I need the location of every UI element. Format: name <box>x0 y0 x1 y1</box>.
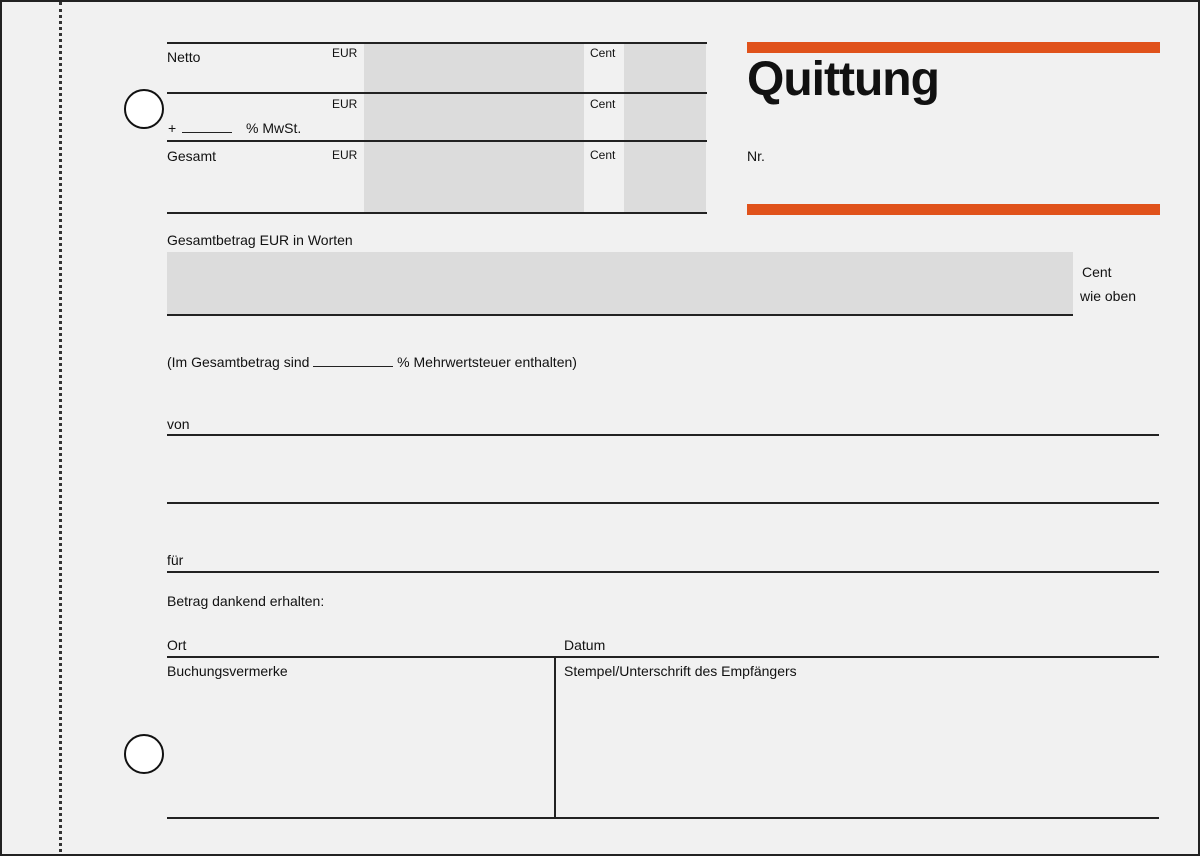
mwst-row-line <box>167 140 707 142</box>
wie-oben-label: wie oben <box>1080 288 1137 304</box>
vat-note-after: % Mehrwertsteuer enthalten) <box>397 354 577 370</box>
accent-bar-bottom <box>747 204 1160 215</box>
vat-rate-blank[interactable] <box>313 354 393 367</box>
netto-cent-label: Cent <box>590 46 616 60</box>
total-in-words-field[interactable] <box>167 252 1073 314</box>
amount-table-top-line <box>167 42 707 44</box>
mwst-plus-sign: + <box>168 120 177 136</box>
mwst-rate-blank[interactable] <box>182 132 232 133</box>
von-line-2[interactable] <box>167 502 1159 504</box>
mwst-label: % MwSt. <box>246 120 302 136</box>
received-label: Betrag dankend erhalten: <box>167 593 325 609</box>
eur-amount-field[interactable] <box>364 44 584 212</box>
ort-label: Ort <box>167 637 187 653</box>
signature-field[interactable] <box>558 682 1158 816</box>
netto-eur-label: EUR <box>332 46 358 60</box>
punch-hole-bottom <box>124 734 164 774</box>
total-in-words-label: Gesamtbetrag EUR in Worten <box>167 232 353 248</box>
receipt-number-label: Nr. <box>747 148 765 164</box>
vat-note-before: (Im Gesamtbetrag sind <box>167 354 310 370</box>
bottom-line <box>167 817 1159 819</box>
cent-label: Cent <box>1082 264 1112 280</box>
gesamt-label: Gesamt <box>167 148 217 164</box>
stempel-label: Stempel/Unterschrift des Empfängers <box>564 663 797 679</box>
fuer-label: für <box>167 552 184 568</box>
cent-amount-field[interactable] <box>624 44 706 212</box>
total-in-words-line <box>167 314 1073 316</box>
fuer-line[interactable] <box>167 571 1159 573</box>
gesamt-eur-label: EUR <box>332 148 358 162</box>
punch-hole-top <box>124 89 164 129</box>
gesamt-row-line <box>167 212 707 214</box>
vat-included-note <box>167 354 577 370</box>
perforation-line <box>59 2 62 856</box>
von-line-1[interactable] <box>167 434 1159 436</box>
netto-label: Netto <box>167 49 201 65</box>
buchung-field[interactable] <box>167 682 553 816</box>
datum-label: Datum <box>564 637 606 653</box>
ort-datum-line[interactable] <box>167 656 1159 658</box>
gesamt-cent-label: Cent <box>590 148 616 162</box>
netto-row-line <box>167 92 707 94</box>
von-label: von <box>167 416 190 432</box>
buchung-label: Buchungsvermerke <box>167 663 288 679</box>
mwst-cent-label: Cent <box>590 97 616 111</box>
receipt-number-field[interactable] <box>777 142 1157 192</box>
bottom-divider <box>554 656 556 818</box>
page-title: Quittung <box>747 53 939 106</box>
mwst-eur-label: EUR <box>332 97 358 111</box>
